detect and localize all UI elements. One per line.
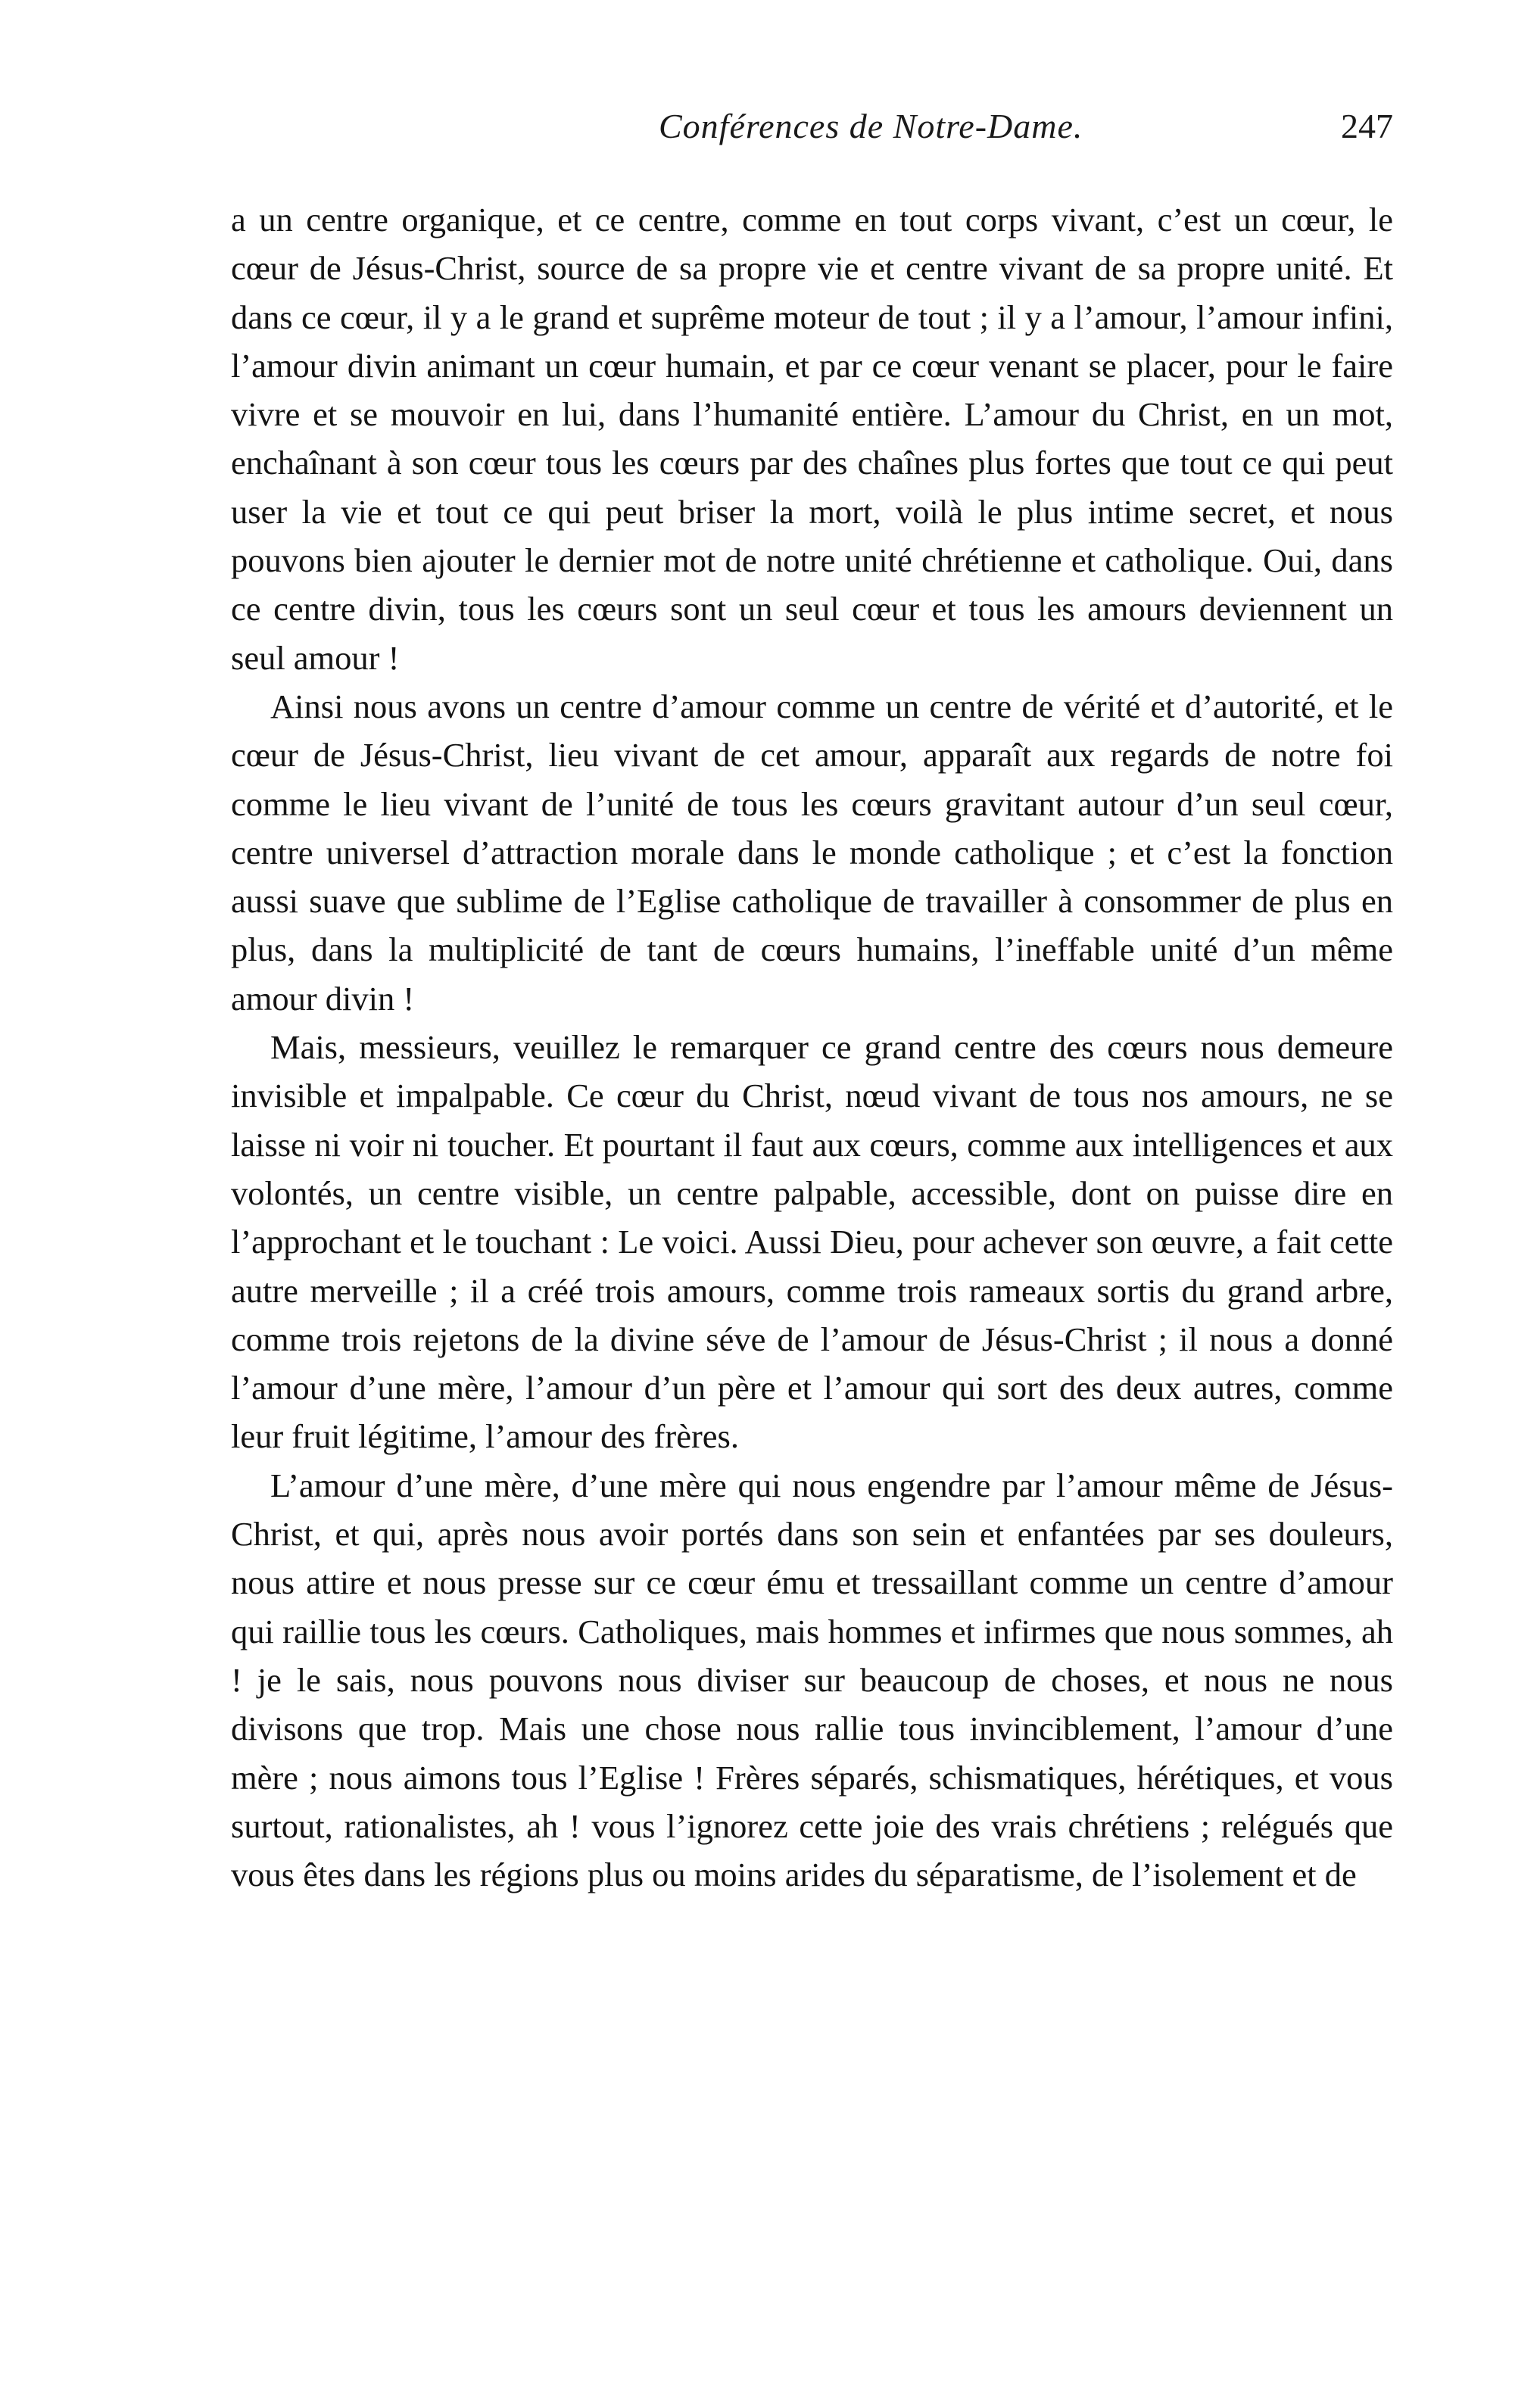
body-text [231,195,1393,1899]
page-header [227,106,1393,159]
paragraph-4: L’amour d’une mère, d’une mère qui nous engendre par l’amour même de Jésus-Christ, et qui, après nous avoir portés dans son sein et enfantées par ses douleurs, nous attire et nous presse sur ce cœur ému et tressaillant comme un centre d’amour qui raillie tous les cœurs. Catholiques, mais hommes et infirmes que nous sommes, ah ! je le sais, nous pouvons nous diviser sur beaucoup de choses, et nous ne nous divisons que trop. Mais une chose nous rallie tous invinciblement, l’amour d’une mère ; nous aimons tous l’Eglise ! Frères séparés, schismatiques, hérétiques, et vous surtout, rationalistes, ah ! vous l’ignorez cette joie des vrais chrétiens ; relégués que vous êtes dans les régions plus ou moins arides du séparatisme, de l’isolement et de [231,1466,1393,1894]
running-title: Conférences de Notre-Dame. [659,107,1083,145]
paragraph-1: a un centre organique, et ce centre, comme en tout corps vivant, c’est un cœur, le cœur de Jésus-Christ, source de sa propre vie et centre vivant de sa propre unité. Et dans ce cœur, il y a le grand et suprême moteur de tout ; il y a l’amour, l’amour infini, l’amour divin animant un cœur humain, et par ce cœur venant se placer, pour le faire vivre et se mouvoir en lui, dans l’humanité entière. L’amour du Christ, en un mot, enchaînant à son cœur tous les cœurs par des chaînes plus fortes que tout ce qui peut user la vie et tout ce qui peut briser la mort, voilà le plus intime secret, et nous pouvons bien ajouter le dernier mot de notre unité chrétienne et catholique. Oui, dans ce centre divin, tous les cœurs sont un seul cœur et tous les amours deviennent un seul amour ! [231,201,1393,677]
page-number: 247 [1341,107,1393,145]
paragraph-2: Ainsi nous avons un centre d’amour comme un centre de vérité et d’autorité, et le cœur de Jésus-Christ, lieu vivant de cet amour, apparaît aux regards de notre foi comme le lieu vivant de l’unité de tous les cœurs gravitant autour d’un seul cœur, centre universel d’attraction morale dans le monde catholique ; et c’est la fonction aussi suave que sublime de l’Eglise catholique de travailler à consommer de plus en plus, dans la multiplicité de tant de cœurs humains, l’ineffable unité d’un même amour divin ! [231,687,1393,1018]
paragraph-3: Mais, messieurs, veuillez le remarquer ce grand centre des cœurs nous demeure invisible et impalpable. Ce cœur du Christ, nœud vivant de tous nos amours, ne se laisse ni voir ni toucher. Et pourtant il faut aux cœurs, comme aux intelligences et aux volontés, un centre visible, un centre palpable, accessible, dont on puisse dire en l’approchant et le touchant : Le voici. Aussi Dieu, pour achever son œuvre, a fait cette autre merveille ; il a créé trois amours, comme trois rameaux sortis du grand arbre, comme trois rejetons de la divine séve de l’amour de Jésus-Christ ; il nous a donné l’amour d’une mère, l’amour d’un père et l’amour qui sort des deux autres, comme leur fruit légitime, l’amour des frères. [231,1028,1393,1456]
